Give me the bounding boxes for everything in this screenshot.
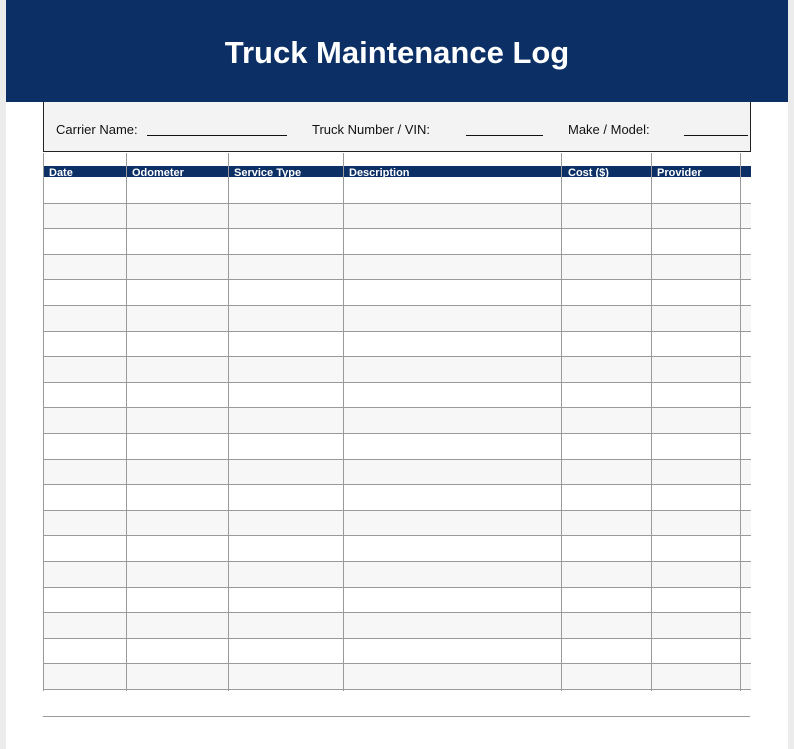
column-header-date: Date (49, 167, 73, 177)
column-header-description: Description (349, 167, 410, 177)
footer-divider (43, 716, 750, 717)
table-row[interactable] (43, 229, 751, 255)
table-row[interactable] (43, 639, 751, 665)
column-divider (343, 153, 344, 691)
title-banner (6, 0, 788, 102)
table-row[interactable] (43, 178, 751, 204)
column-divider (228, 153, 229, 691)
table-row[interactable] (43, 536, 751, 562)
log-page (6, 0, 788, 749)
table-row[interactable] (43, 664, 751, 690)
table-row[interactable] (43, 613, 751, 639)
make-model-field[interactable] (684, 135, 748, 136)
column-header-service-type: Service Type (234, 167, 302, 177)
carrier-name-field[interactable] (147, 135, 287, 136)
column-divider (651, 153, 652, 691)
truck-number-field[interactable] (466, 135, 543, 136)
table-row[interactable] (43, 511, 751, 537)
table-row[interactable] (43, 434, 751, 460)
table-row[interactable] (43, 485, 751, 511)
make-model-label: Make / Model: (568, 122, 650, 137)
column-header-cost: Cost ($) (568, 167, 609, 177)
column-divider (43, 153, 44, 691)
maintenance-table (43, 153, 751, 691)
column-divider (126, 153, 127, 691)
table-row[interactable] (43, 255, 751, 281)
table-row[interactable] (43, 562, 751, 588)
table-row[interactable] (43, 408, 751, 434)
column-divider (740, 153, 741, 691)
truck-number-label: Truck Number / VIN: (312, 122, 430, 137)
table-row[interactable] (43, 357, 751, 383)
carrier-name-label: Carrier Name: (56, 122, 138, 137)
column-divider (561, 153, 562, 691)
table-row[interactable] (43, 383, 751, 409)
table-row[interactable] (43, 588, 751, 614)
table-row[interactable] (43, 280, 751, 306)
table-row[interactable] (43, 306, 751, 332)
carrier-info-box (43, 102, 751, 152)
table-row[interactable] (43, 460, 751, 486)
table-row[interactable] (43, 332, 751, 358)
page-title: Truck Maintenance Log (224, 35, 570, 70)
table-row[interactable] (43, 204, 751, 230)
column-header-odometer: Odometer (132, 167, 184, 177)
column-header-provider: Provider (657, 167, 702, 177)
